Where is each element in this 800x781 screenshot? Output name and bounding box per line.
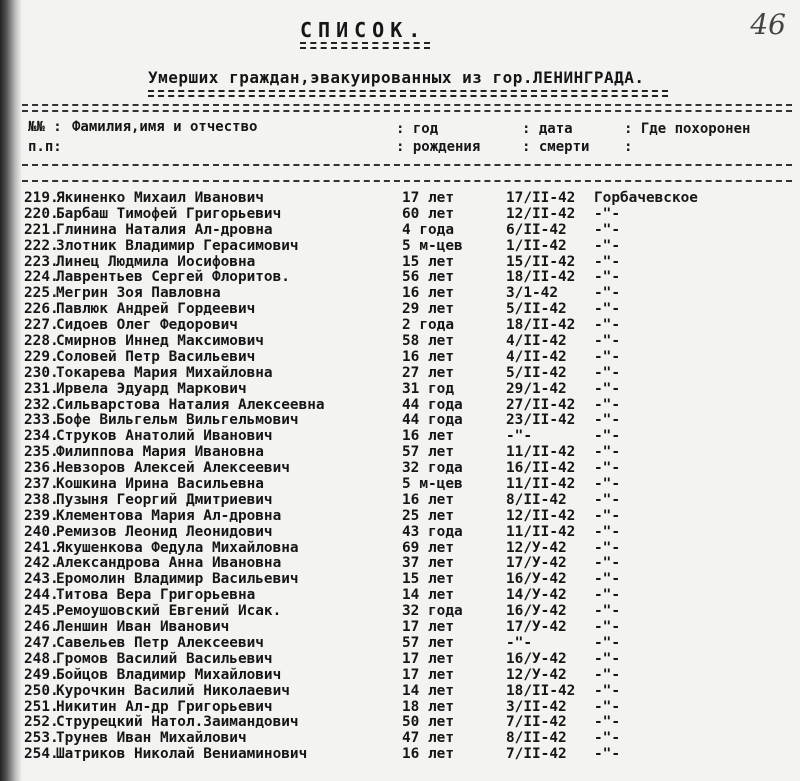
row-age: 58 лет <box>402 333 454 350</box>
row-burial-place: -"- <box>594 491 620 508</box>
row-number: 254. <box>24 746 59 763</box>
row-number: 247. <box>24 634 59 651</box>
row-name: Еромолин Владимир Васильевич <box>56 571 299 588</box>
table-row <box>22 333 800 349</box>
row-age: 15 лет <box>402 571 454 588</box>
row-number: 224. <box>24 269 59 286</box>
row-age: 27 лет <box>402 364 454 381</box>
row-age: 16 лет <box>402 491 454 508</box>
row-burial-place: -"- <box>594 348 620 365</box>
row-death-date: 18/II-42 <box>506 682 576 699</box>
table-row <box>22 238 800 254</box>
row-death-date: 16/У-42 <box>506 650 567 667</box>
row-burial-place: -"- <box>594 205 620 222</box>
row-number: 232. <box>24 396 59 413</box>
row-number: 219. <box>24 190 59 206</box>
row-burial-place: -"- <box>594 523 620 540</box>
table-row <box>22 540 800 556</box>
row-burial-place: -"- <box>594 714 620 731</box>
row-number: 225. <box>24 285 59 302</box>
row-age: 17 лет <box>402 190 454 206</box>
row-burial-place: -"- <box>594 650 620 667</box>
row-burial-place: -"- <box>594 476 620 493</box>
row-burial-place: -"- <box>594 301 620 318</box>
header-date-line2: : смерти <box>522 139 590 155</box>
row-burial-place: -"- <box>594 269 620 286</box>
row-age: 29 лет <box>402 301 454 318</box>
subtitle-underline <box>148 90 668 97</box>
row-name: Клементова Мария Ал-дровна <box>56 507 282 524</box>
row-burial-place: -"- <box>594 237 620 254</box>
row-death-date: -"- <box>506 634 532 651</box>
header-place-line1: : Где похоронен <box>624 121 751 137</box>
row-number: 237. <box>24 476 59 493</box>
row-death-date: 7/II-42 <box>506 714 567 731</box>
table-row <box>22 667 800 683</box>
table-row <box>22 571 800 587</box>
title-underline <box>300 42 430 49</box>
table-row <box>22 365 800 381</box>
row-burial-place: -"- <box>594 317 620 334</box>
row-age: 56 лет <box>402 269 454 286</box>
row-name: Ирвела Эдуард Маркович <box>56 380 247 397</box>
row-age: 14 лет <box>402 682 454 699</box>
row-number: 244. <box>24 587 59 604</box>
row-name: Соловей Петр Васильевич <box>56 348 256 365</box>
document-title: СПИСОК. <box>300 18 427 42</box>
row-age: 18 лет <box>402 698 454 715</box>
table-row <box>22 635 800 651</box>
table-row <box>22 555 800 571</box>
row-burial-place: -"- <box>594 587 620 604</box>
row-age: 44 года <box>402 412 463 429</box>
row-number: 243. <box>24 571 59 588</box>
row-name: Токарева Мария Михайловна <box>56 364 273 381</box>
row-death-date: 12/У-42 <box>506 539 567 556</box>
row-death-date: 17/У-42 <box>506 555 567 572</box>
table-row <box>22 381 800 397</box>
header-number-line1: №№ : <box>28 119 62 135</box>
row-death-date: 7/II-42 <box>506 746 567 763</box>
row-burial-place: -"- <box>594 460 620 477</box>
row-name: Струков Анатолий Иванович <box>56 428 273 445</box>
row-number: 251. <box>24 698 59 715</box>
table-row <box>22 730 800 746</box>
row-burial-place: -"- <box>594 364 620 381</box>
row-burial-place: -"- <box>594 698 620 715</box>
row-number: 235. <box>24 444 59 461</box>
row-death-date: 16/II-42 <box>506 460 576 477</box>
row-number: 223. <box>24 253 59 270</box>
row-death-date: 8/II-42 <box>506 730 567 747</box>
row-name: Струрецкий Натол.Заимандович <box>56 714 299 731</box>
header-name: Фамилия,имя и отчество <box>72 119 258 135</box>
header-year-line2: : рождения <box>396 139 481 155</box>
row-death-date: 5/II-42 <box>506 364 567 381</box>
row-death-date: 12/II-42 <box>506 507 576 524</box>
table-row <box>22 524 800 540</box>
header-year-line1: : год <box>396 121 439 137</box>
row-burial-place: -"- <box>594 333 620 350</box>
row-death-date: 11/II-42 <box>506 476 576 493</box>
row-number: 221. <box>24 221 59 238</box>
table-row <box>22 349 800 365</box>
row-name: Савельев Петр Алексеевич <box>56 634 264 651</box>
row-death-date: 4/II-42 <box>506 333 567 350</box>
row-name: Шатриков Николай Вениаминович <box>56 746 308 763</box>
row-burial-place: -"- <box>594 555 620 572</box>
table-header-rule-2 <box>22 180 792 184</box>
row-burial-place: -"- <box>594 253 620 270</box>
row-burial-place: -"- <box>594 746 620 763</box>
row-name: Невзоров Алексей Алексеевич <box>56 460 290 477</box>
row-number: 227. <box>24 317 59 334</box>
row-burial-place: -"- <box>594 619 620 636</box>
row-number: 241. <box>24 539 59 556</box>
row-name: Никитин Ал-др Григорьевич <box>56 698 273 715</box>
row-age: 17 лет <box>402 619 454 636</box>
table-row <box>22 460 800 476</box>
row-name: Александрова Анна Ивановна <box>56 555 282 572</box>
row-death-date: 14/У-42 <box>506 587 567 604</box>
table-row <box>22 587 800 603</box>
row-name: Сидоев Олег Федорович <box>56 317 238 334</box>
row-number: 231. <box>24 380 59 397</box>
row-burial-place: -"- <box>594 507 620 524</box>
row-burial-place: -"- <box>594 603 620 620</box>
row-age: 37 лет <box>402 555 454 572</box>
row-name: Якушенкова Федула Михайловна <box>56 539 299 556</box>
row-age: 5 м-цев <box>402 476 463 493</box>
row-name: Злотник Владимир Герасимович <box>56 237 299 254</box>
row-number: 222. <box>24 237 59 254</box>
table-row <box>22 619 800 635</box>
row-burial-place: -"- <box>594 412 620 429</box>
row-death-date: 17/У-42 <box>506 619 567 636</box>
row-burial-place: -"- <box>594 682 620 699</box>
row-death-date: 16/У-42 <box>506 603 567 620</box>
row-number: 230. <box>24 364 59 381</box>
row-age: 2 года <box>402 317 454 334</box>
table-row <box>22 476 800 492</box>
row-death-date: 3/1-42 <box>506 285 558 302</box>
row-death-date: 4/II-42 <box>506 348 567 365</box>
header-place-line2: : <box>624 139 633 155</box>
row-age: 15 лет <box>402 253 454 270</box>
row-name: Курочкин Василий Николаевич <box>56 682 290 699</box>
row-burial-place: -"- <box>594 571 620 588</box>
header-number-line2: п.п: <box>28 139 62 155</box>
row-name: Филиппова Мария Ивановна <box>56 444 264 461</box>
table-row <box>22 746 800 762</box>
row-number: 238. <box>24 491 59 508</box>
row-name: Титова Вера Григорьевна <box>56 587 256 604</box>
row-burial-place: -"- <box>594 539 620 556</box>
row-age: 16 лет <box>402 348 454 365</box>
row-name: Громов Василий Васильевич <box>56 650 273 667</box>
row-death-date: 11/II-42 <box>506 444 576 461</box>
row-name: Ремизов Леонид Леонидович <box>56 523 273 540</box>
row-death-date: 23/II-42 <box>506 412 576 429</box>
row-age: 14 лет <box>402 587 454 604</box>
row-name: Линец Людмила Иосифовна <box>56 253 256 270</box>
row-age: 16 лет <box>402 746 454 763</box>
row-burial-place: -"- <box>594 380 620 397</box>
row-number: 249. <box>24 666 59 683</box>
row-age: 16 лет <box>402 285 454 302</box>
row-name: Павлюк Андрей Гордеевич <box>56 301 256 318</box>
row-burial-place: -"- <box>594 634 620 651</box>
row-name: Пузыня Георгий Дмитриевич <box>56 491 273 508</box>
row-name: Якиненко Михаил Иванович <box>56 190 264 206</box>
table-row <box>22 301 800 317</box>
table-body <box>22 190 800 762</box>
row-name: Сильварстова Наталия Алексеевна <box>56 396 325 413</box>
row-death-date: 12/II-42 <box>506 205 576 222</box>
table-row <box>22 285 800 301</box>
row-number: 234. <box>24 428 59 445</box>
table-row <box>22 699 800 715</box>
row-burial-place: -"- <box>594 444 620 461</box>
row-name: Глинина Наталия Ал-дровна <box>56 221 273 238</box>
row-name: Ремоушовский Евгений Исак. <box>56 603 282 620</box>
row-death-date: 16/У-42 <box>506 571 567 588</box>
table-row <box>22 683 800 699</box>
row-name: Смирнов Иннед Максимович <box>56 333 264 350</box>
row-name: Лаврентьев Сергей Флоритов. <box>56 269 290 286</box>
row-number: 240. <box>24 523 59 540</box>
row-age: 50 лет <box>402 714 454 731</box>
row-number: 233. <box>24 412 59 429</box>
page-number: 46 <box>750 8 786 41</box>
row-death-date: 5/II-42 <box>506 301 567 318</box>
table-row <box>22 254 800 270</box>
table-row <box>22 508 800 524</box>
row-name: Трунев Иван Михайлович <box>56 730 247 747</box>
row-burial-place: -"- <box>594 730 620 747</box>
row-death-date: 15/II-42 <box>506 253 576 270</box>
table-top-rule <box>22 104 792 112</box>
row-age: 57 лет <box>402 634 454 651</box>
row-number: 250. <box>24 682 59 699</box>
table-row <box>22 269 800 285</box>
row-number: 239. <box>24 507 59 524</box>
row-age: 31 год <box>402 380 454 397</box>
row-age: 60 лет <box>402 205 454 222</box>
row-name: Барбаш Тимофей Григорьевич <box>56 205 282 222</box>
row-age: 17 лет <box>402 650 454 667</box>
row-number: 246. <box>24 619 59 636</box>
row-age: 57 лет <box>402 444 454 461</box>
row-age: 32 года <box>402 460 463 477</box>
row-number: 229. <box>24 348 59 365</box>
row-death-date: 11/II-42 <box>506 523 576 540</box>
table-row <box>22 714 800 730</box>
table-row <box>22 412 800 428</box>
row-name: Кошкина Ирина Васильевна <box>56 476 264 493</box>
row-age: 17 лет <box>402 666 454 683</box>
row-age: 47 лет <box>402 730 454 747</box>
row-death-date: 3/II-42 <box>506 698 567 715</box>
row-death-date: 1/II-42 <box>506 237 567 254</box>
row-number: 253. <box>24 730 59 747</box>
header-date-line1: : дата <box>522 121 573 137</box>
table-row <box>22 397 800 413</box>
table-row <box>22 651 800 667</box>
row-name: Бойцов Владимир Михайлович <box>56 666 282 683</box>
table-row <box>22 492 800 508</box>
row-burial-place: -"- <box>594 221 620 238</box>
row-death-date: 29/1-42 <box>506 380 567 397</box>
scan-edge-shadow <box>0 0 22 781</box>
table-row <box>22 603 800 619</box>
table-header <box>22 116 792 162</box>
row-age: 16 лет <box>402 428 454 445</box>
row-burial-place: -"- <box>594 428 620 445</box>
row-number: 245. <box>24 603 59 620</box>
row-number: 228. <box>24 333 59 350</box>
row-number: 242. <box>24 555 59 572</box>
table-row <box>22 190 800 206</box>
row-death-date: 18/II-42 <box>506 317 576 334</box>
row-death-date: -"- <box>506 428 532 445</box>
row-age: 4 года <box>402 221 454 238</box>
row-death-date: 8/II-42 <box>506 491 567 508</box>
row-burial-place: Горбачевское <box>594 190 698 206</box>
row-death-date: 6/II-42 <box>506 221 567 238</box>
row-age: 5 м-цев <box>402 237 463 254</box>
table-header-rule <box>22 164 792 168</box>
row-death-date: 27/II-42 <box>506 396 576 413</box>
row-age: 69 лет <box>402 539 454 556</box>
table-row <box>22 222 800 238</box>
row-burial-place: -"- <box>594 285 620 302</box>
row-death-date: 12/У-42 <box>506 666 567 683</box>
row-name: Мегрин Зоя Павловна <box>56 285 221 302</box>
row-number: 236. <box>24 460 59 477</box>
table-row <box>22 444 800 460</box>
document-subtitle: Умерших граждан,эвакуированных из гор.ЛЕНИНГРАДА. <box>148 68 645 87</box>
row-death-date: 18/II-42 <box>506 269 576 286</box>
row-burial-place: -"- <box>594 396 620 413</box>
row-death-date: 17/II-42 <box>506 190 576 206</box>
row-age: 32 года <box>402 603 463 620</box>
row-name: Бофе Вильгельм Вильгельмович <box>56 412 299 429</box>
row-number: 252. <box>24 714 59 731</box>
table-row <box>22 206 800 222</box>
table-row <box>22 317 800 333</box>
row-age: 43 года <box>402 523 463 540</box>
row-age: 44 года <box>402 396 463 413</box>
table-row <box>22 428 800 444</box>
row-age: 25 лет <box>402 507 454 524</box>
row-burial-place: -"- <box>594 666 620 683</box>
row-number: 248. <box>24 650 59 667</box>
row-name: Леншин Иван Иванович <box>56 619 230 636</box>
row-number: 226. <box>24 301 59 318</box>
row-number: 220. <box>24 205 59 222</box>
